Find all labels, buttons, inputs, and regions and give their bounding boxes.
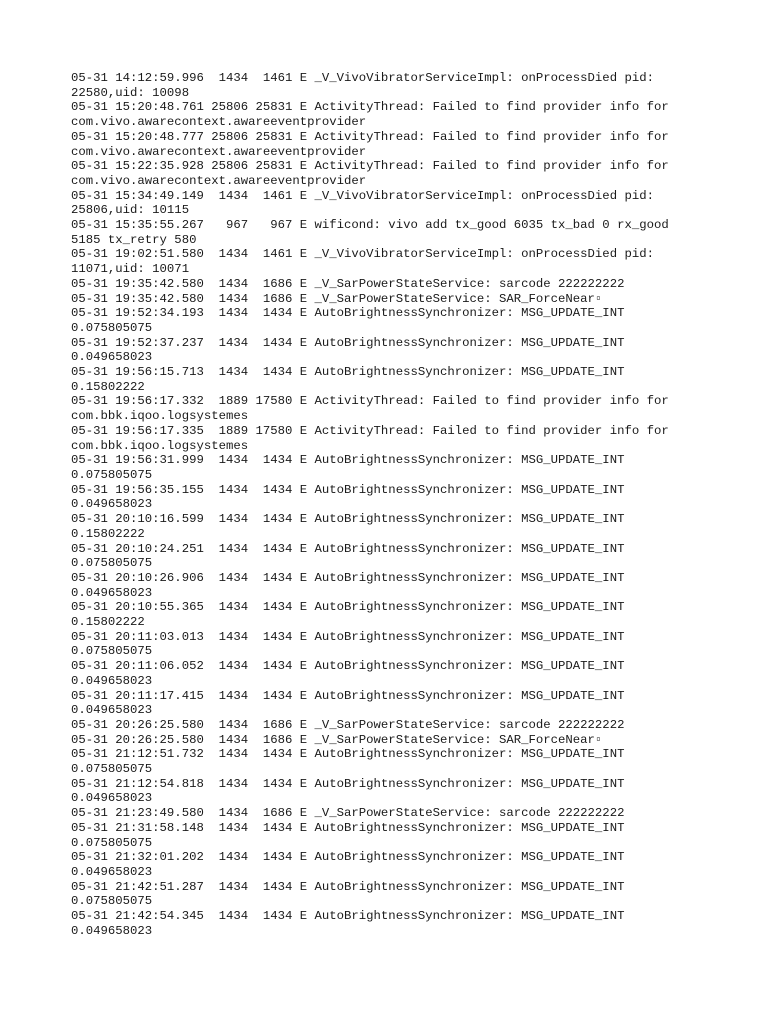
log-line: 11071,uid: 10071 <box>71 262 190 277</box>
log-line: com.bbk.iqoo.logsystemes <box>71 438 249 453</box>
log-line: 05-31 19:56:17.332 1889 17580 E ActivityThread: Failed to find provider info for <box>71 394 669 409</box>
log-line: 05-31 15:20:48.777 25806 25831 E ActivityThread: Failed to find provider info for <box>71 129 669 144</box>
log-line: 0.075805075 <box>71 467 153 482</box>
log-line: 0.049658023 <box>71 864 153 879</box>
log-line: 05-31 21:31:58.148 1434 1434 E AutoBrightnessSynchronizer: MSG_UPDATE_INT <box>71 820 625 835</box>
log-line: 05-31 20:11:06.052 1434 1434 E AutoBrightnessSynchronizer: MSG_UPDATE_INT <box>71 659 625 674</box>
log-line: 0.049658023 <box>71 703 153 718</box>
log-line: 05-31 14:12:59.996 1434 1461 E _V_VivoVibratorServiceImpl: onProcessDied pid: <box>71 71 654 85</box>
log-line: 05-31 15:20:48.761 25806 25831 E ActivityThread: Failed to find provider info for <box>71 100 669 115</box>
log-line: 0.15802222 <box>71 526 145 541</box>
log-line: 0.075805075 <box>71 644 153 659</box>
log-line: 05-31 19:52:37.237 1434 1434 E AutoBrightnessSynchronizer: MSG_UPDATE_INT <box>71 335 625 350</box>
log-line: 22580,uid: 10098 <box>71 85 190 100</box>
log-line: 05-31 20:11:17.415 1434 1434 E AutoBrightnessSynchronizer: MSG_UPDATE_INT <box>71 688 625 703</box>
log-line: 0.049658023 <box>71 497 153 512</box>
log-line: 0.049658023 <box>71 923 153 938</box>
log-line: 0.049658023 <box>71 350 153 365</box>
log-line: 05-31 20:11:03.013 1434 1434 E AutoBrightnessSynchronizer: MSG_UPDATE_INT <box>71 629 625 644</box>
log-line: com.bbk.iqoo.logsystemes <box>71 409 249 424</box>
log-line: 05-31 20:10:16.599 1434 1434 E AutoBrightnessSynchronizer: MSG_UPDATE_INT <box>71 512 625 527</box>
log-line: 05-31 21:32:01.202 1434 1434 E AutoBrightnessSynchronizer: MSG_UPDATE_INT <box>71 850 625 865</box>
log-line: 05-31 20:10:26.906 1434 1434 E AutoBrightnessSynchronizer: MSG_UPDATE_INT <box>71 570 625 585</box>
log-line: 0.075805075 <box>71 762 153 777</box>
log-line: 0.15802222 <box>71 615 145 630</box>
log-line: 05-31 15:34:49.149 1434 1461 E _V_VivoVibratorServiceImpl: onProcessDied pid: <box>71 188 654 203</box>
log-line: 05-31 19:35:42.580 1434 1686 E _V_SarPowerStateService: sarcode 222222222 <box>71 276 625 291</box>
log-line: 05-31 19:56:15.713 1434 1434 E AutoBrightnessSynchronizer: MSG_UPDATE_INT <box>71 365 625 380</box>
log-line: 0.075805075 <box>71 835 153 850</box>
log-line: 05-31 15:35:55.267 967 967 E wificond: vivo add tx_good 6035 tx_bad 0 rx_good <box>71 218 669 233</box>
log-line: 05-31 20:10:24.251 1434 1434 E AutoBrightnessSynchronizer: MSG_UPDATE_INT <box>71 541 625 556</box>
log-line: 05-31 20:26:25.580 1434 1686 E _V_SarPowerStateService: SAR_ForceNear▫ <box>71 732 603 747</box>
log-line: 05-31 19:56:17.335 1889 17580 E ActivityThread: Failed to find provider info for <box>71 423 669 438</box>
log-line: 05-31 20:26:25.580 1434 1686 E _V_SarPowerStateService: sarcode 222222222 <box>71 717 625 732</box>
log-document <box>71 71 711 938</box>
log-line: 05-31 21:42:51.287 1434 1434 E AutoBrightnessSynchronizer: MSG_UPDATE_INT <box>71 879 625 894</box>
log-line: 0.075805075 <box>71 894 153 909</box>
log-line: 05-31 19:02:51.580 1434 1461 E _V_VivoVibratorServiceImpl: onProcessDied pid: <box>71 247 654 262</box>
log-line: 0.049658023 <box>71 673 153 688</box>
log-line: 0.075805075 <box>71 556 153 571</box>
log-line: com.vivo.awarecontext.awareeventprovider <box>71 144 367 159</box>
log-line: com.vivo.awarecontext.awareeventprovider <box>71 173 367 188</box>
log-line: 05-31 21:12:54.818 1434 1434 E AutoBrightnessSynchronizer: MSG_UPDATE_INT <box>71 776 625 791</box>
log-line: 0.075805075 <box>71 320 153 335</box>
log-line: 05-31 19:52:34.193 1434 1434 E AutoBrightnessSynchronizer: MSG_UPDATE_INT <box>71 306 625 321</box>
log-line: com.vivo.awarecontext.awareeventprovider <box>71 115 367 130</box>
log-line: 05-31 19:56:31.999 1434 1434 E AutoBrightnessSynchronizer: MSG_UPDATE_INT <box>71 453 625 468</box>
log-line: 05-31 21:42:54.345 1434 1434 E AutoBrightnessSynchronizer: MSG_UPDATE_INT <box>71 909 625 924</box>
log-line: 05-31 19:56:35.155 1434 1434 E AutoBrightnessSynchronizer: MSG_UPDATE_INT <box>71 482 625 497</box>
log-line: 5185 tx_retry 580 <box>71 232 197 247</box>
log-line: 0.049658023 <box>71 585 153 600</box>
log-line: 05-31 15:22:35.928 25806 25831 E ActivityThread: Failed to find provider info for <box>71 159 669 174</box>
log-line: 0.049658023 <box>71 791 153 806</box>
log-line: 05-31 21:12:51.732 1434 1434 E AutoBrightnessSynchronizer: MSG_UPDATE_INT <box>71 747 625 762</box>
log-line: 05-31 21:23:49.580 1434 1686 E _V_SarPowerStateService: sarcode 222222222 <box>71 806 625 821</box>
log-line: 0.15802222 <box>71 379 145 394</box>
log-line: 05-31 19:35:42.580 1434 1686 E _V_SarPowerStateService: SAR_ForceNear▫ <box>71 291 603 306</box>
log-line: 05-31 20:10:55.365 1434 1434 E AutoBrightnessSynchronizer: MSG_UPDATE_INT <box>71 600 625 615</box>
log-line: 25806,uid: 10115 <box>71 203 190 218</box>
